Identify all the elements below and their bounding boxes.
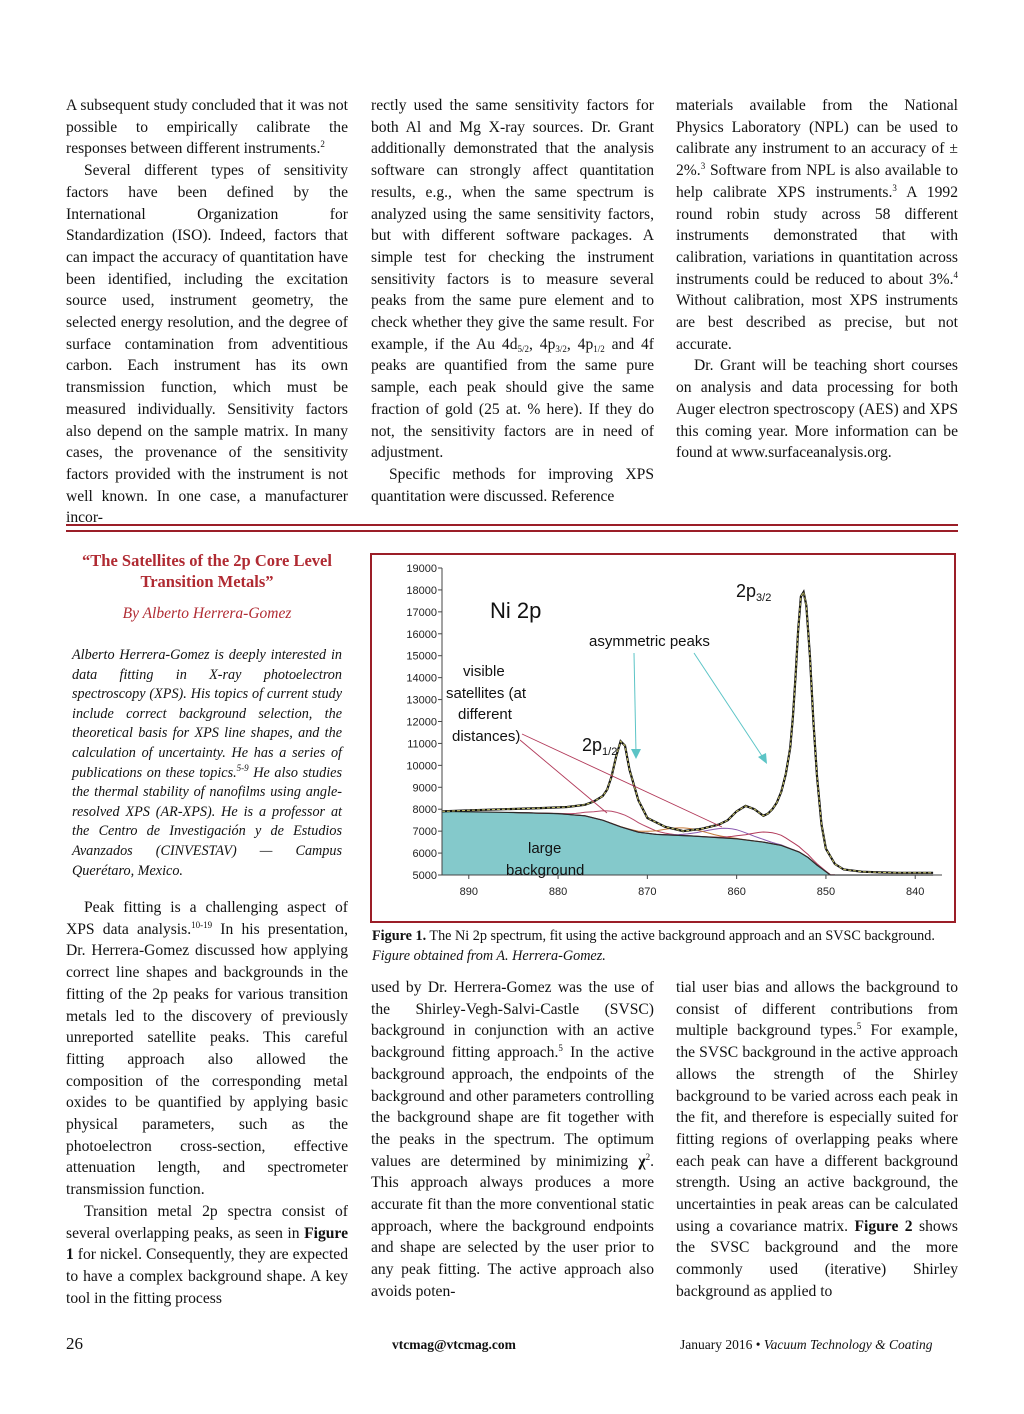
arrow-asym-left: [634, 653, 636, 753]
section-title: “The Satellites of the 2p Core Level Transition Metals”: [82, 551, 332, 591]
y-tick-label: 10000: [406, 760, 437, 773]
asymmetric-label: asymmetric peaks: [589, 633, 710, 650]
figure-frame: [370, 553, 956, 923]
paragraph: Several different types of sensitivity factors have been defined by the International Organization for Standardization (ISO). Indeed, factors that can impact the accuracy of quantitation have been identified, including the excitation source used, instrument geometry, the selected energy resolution, and the degree of surface contamination from adventitious carbon. Each instrument has its own transmission function, which must be measured individually. Sensitivity factors also depend on the sample matrix. In many cases, the provenance of the sensitivity factors provided with the instrument is not well known. In one case, a manufacturer incor-: [66, 162, 348, 527]
x-tick-label: 850: [816, 886, 836, 898]
author-bio: Alberto Herrera-Gomez is deeply interested in data fitting in X-ray photoelectron spectroscopy (XPS). His topics of current study include correct background selection, the theoretical basis for XPS line shapes, and the calculation of uncertainty. He has a series of publications on these topics.$^{5-9}$ He also studies the thermal stability of nanofilms using angle-resolved XPS (AR-XPS). He is a professor at the Centro de Investigación y de Estudios Avanzados (CINVESTAV) — Campus Querétaro, Mexico.: [72, 647, 342, 879]
satellites-label: visible satellites (at different distances): [446, 663, 527, 745]
bottom-column-2: [371, 977, 654, 1303]
ni-2p-chart: [372, 555, 954, 921]
top-column-2: [371, 95, 654, 507]
paragraph: rectly used the same sensitivity factors for both Al and Mg X-ray sources. Dr. Grant additionally demonstrated that the analysis software can strongly affect quantitation results, e.g., when the same spectrum is analyzed using the same sensitivity factors, but with different software packages. A simple test for checking the instrument sensitivity factors is to measure several peaks from the same pure element and to check whether they give the same result. For example, if the Au $4d_{5/2}$, $4p_{3/2}$, $4p_{1/2}$ and 4f peaks are quantified from the same pure sample, each peak should give the same fraction of gold (25 at. % here). If they do not, the sensitivity factors are in need of adjustment.: [371, 97, 655, 462]
y-tick-label: 14000: [406, 672, 437, 685]
peak-label-2p12: $2p_{1/2}$: [582, 735, 618, 758]
section-divider-bottom: [66, 530, 958, 532]
figure-caption: Figure 1. The Ni 2p spectrum, fit using the active background approach and an SVSC background. Figure obtained from A. Herrera-Gomez.: [372, 928, 935, 964]
x-tick-label: 840: [906, 886, 925, 898]
y-tick-label: 9000: [412, 782, 437, 795]
y-tick-label: 15000: [406, 650, 437, 663]
y-tick-label: 5000: [412, 870, 437, 882]
paragraph: A subsequent study concluded that it was not possible to empirically calibrate the responses between different instruments.$^2$: [66, 97, 348, 158]
paragraph: Peak fitting is a challenging aspect of XPS data analysis.$^{10-19}$ In his presentation, Dr. Herrera-Gomez discussed how applying correct line shapes and backgrounds in the fitting of the 2p peaks for various transition metals led to the discovery of previously unreported satellite peaks. This careful fitting approach also allowed the composition of the corresponding metal oxides to be quantified by applying basic physical parameters, such as the photoelectron cross-section, effective attenuation length, and spectrometer transmission function.: [66, 899, 348, 1199]
y-tick-label: 11000: [407, 738, 437, 751]
footer-issue: January 2016 • Vacuum Technology & Coating: [680, 1337, 933, 1352]
peak-label-2p32: $2p_{3/2}$: [736, 581, 772, 604]
paragraph: tial user bias and allows the background to consist of different contributions from multiple background types.$^5$ For example, the SVSC background in the active approach allows the strength of the Shirley background to be varied across each peak in the fit, and therefore is especially suited for fitting regions of overlapping peaks where each peak can have a different background strength. Using an active background, the uncertainties in peak areas can be calculated using a covariance matrix. Figure 2 shows the SVSC background and the more commonly used (iterative) Shirley background as applied to: [676, 979, 958, 1300]
page-number: 26: [66, 1334, 83, 1353]
arrow-asym-right: [694, 653, 764, 759]
paragraph: used by Dr. Herrera-Gomez was the use of the Shirley-Vegh-Salvi-Castle (SVSC) background in conjunction with an active background fitting approach.$^5$ In the active background approach, the endpoints of the background and other parameters controlling the background shape are fit together with the peaks in the spectrum. The optimum values are determined by minimizing $\chi^2$. This approach always produces a more accurate fit than the more conventional static approach, where the background endpoints and shape are selected by the user prior to any peak fitting. The active approach also avoids poten-: [371, 979, 654, 1300]
paragraph: Specific methods for improving XPS quantitation were discussed. Reference: [371, 465, 654, 505]
section-divider-top: [66, 524, 958, 526]
y-tick-label: 17000: [406, 606, 437, 619]
y-tick-label: 19000: [406, 563, 437, 575]
x-tick-label: 870: [638, 886, 657, 898]
footer-email: vtcmag@vtcmag.com: [392, 1337, 516, 1352]
arrowhead-asym-right: [758, 753, 767, 764]
y-tick-label: 8000: [412, 804, 437, 817]
x-tick-label: 880: [548, 886, 568, 898]
y-tick-label: 7000: [412, 826, 437, 839]
y-tick-label: 18000: [406, 584, 437, 597]
y-tick-label: 12000: [406, 716, 437, 729]
x-tick-label: 860: [727, 886, 746, 898]
paragraph: Dr. Grant will be teaching short courses on analysis and data processing for both Auger electron spectroscopy (AES) and XPS this coming year. More information can be found at www.surfaceanalysis.org.: [676, 357, 958, 462]
arrowhead-asym-left: [631, 749, 641, 759]
byline: By Alberto Herrera-Gomez: [122, 605, 292, 622]
top-column-3: [676, 95, 958, 464]
chart-title: Ni 2p: [490, 598, 542, 623]
y-tick-label: 13000: [406, 694, 437, 707]
bottom-column-3: [676, 977, 958, 1303]
top-column-1: [66, 95, 348, 529]
y-tick-label: 16000: [406, 628, 437, 641]
y-tick-label: 6000: [412, 848, 437, 861]
background-label: large background: [506, 840, 585, 879]
bottom-column-1: [66, 897, 348, 1309]
paragraph: Transition metal 2p spectra consist of several overlapping peaks, as seen in Figure 1 for nickel. Consequently, they are expected to have a complex background shape. A key tool in the fitting process: [66, 1202, 348, 1307]
paragraph: materials available from the National Physics Laboratory (NPL) can be used to calibrate any instrument to an accuracy of ± 2%.$^3$ Software from NPL is also available to help calibrate XPS instruments.$^3$ A 1992 round robin study across 58 different instruments demonstrated that with calibration, variations in quantitation across instruments could be reduced to about 3%.$^4$ Without calibration, most XPS instruments are best described as precise, but not accurate.: [676, 97, 958, 353]
x-tick-label: 890: [459, 886, 478, 898]
